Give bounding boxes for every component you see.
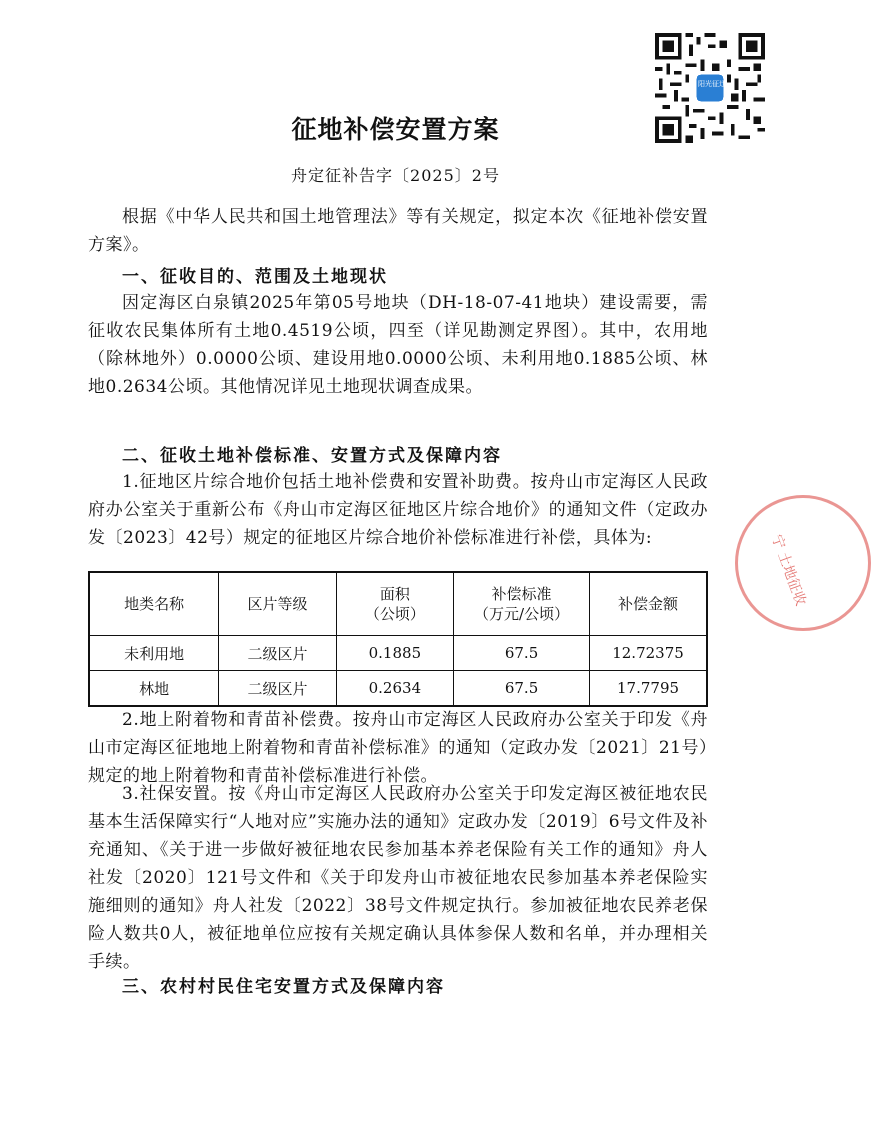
table-cell: 67.5 [454, 636, 590, 671]
header-cell: 补偿金额 [590, 572, 707, 636]
intro-paragraph: 根据《中华人民共和国土地管理法》等有关规定，拟定本次《征地补偿安置方案》。 [88, 207, 708, 255]
table-row [89, 671, 707, 707]
compensation-table [88, 571, 708, 707]
section2-heading: 二、征收土地补偿标准、安置方式及保障内容 [122, 446, 502, 466]
page-title: 征地补偿安置方案 [291, 115, 500, 144]
table-row [89, 636, 707, 671]
table-cell: 林地 [89, 671, 219, 707]
table-cell: 12.72375 [590, 636, 707, 671]
section1-heading: 一、征收目的、范围及土地现状 [122, 267, 388, 287]
section1-body: 因定海区白泉镇2025年第05号地块（DH-18-07-41地块）建设需要，需征收农民集体所有土地0.4519公顷，四至（详见勘测定界图）。其中，农用地（除林地外）0.0000公顷、建设用地0.0000公顷、未利用地0.1885公顷、林地0.2634公顷。其他情况详见土地现状调查成果。 [88, 293, 708, 397]
document-number: 舟定征补告字〔2025〕2号 [291, 166, 500, 185]
table-cell: 二级区片 [219, 671, 336, 707]
table-cell: 0.2634 [336, 671, 453, 707]
section2-item3: 3.社保安置。按《舟山市定海区人民政府办公室关于印发定海区被征地农民基本生活保障实行“人地对应”实施办法的通知》定政办发〔2019〕6号文件及补充通知、《关于进一步做好被征地农民参加基本养老保险有关工作的通知》舟人社发〔2020〕121号文件和《关于印发舟山市被征地农民参加基本养老保险实施细则的通知》舟人社发〔2022〕38号文件规定执行。参加被征地农民养老保险人数共0人，被征地单位应按有关规定确认具体参保人数和名单，并办理相关手续。 [88, 784, 708, 972]
header-cell: 区片等级 [219, 572, 336, 636]
section3-heading: 三、农村村民住宅安置方式及保障内容 [122, 977, 445, 997]
official-seal-stamp [735, 495, 871, 631]
header-cell: 补偿标准 （万元/公顷） [454, 572, 590, 636]
qr-badge-caption: 阳光征迁 [698, 80, 726, 88]
section2-item1: 1.征地区片综合地价包括土地补偿费和安置补助费。按舟山市定海区人民政府办公室关于重新公布《舟山市定海区征地区片综合地价》的通知文件（定政办发〔2023〕42号）规定的征地区片综合地价补偿标准进行补偿，具体为: [88, 472, 708, 548]
table-header-row [89, 572, 707, 636]
table-cell: 0.1885 [336, 636, 453, 671]
table-cell: 未利用地 [89, 636, 219, 671]
table-cell: 二级区片 [219, 636, 336, 671]
header-cell: 面积 （公顷） [336, 572, 453, 636]
table-cell: 67.5 [454, 671, 590, 707]
seal-stamp-text: 宁 土地征收 [768, 532, 809, 609]
section2-item2: 2.地上附着物和青苗补偿费。按舟山市定海区人民政府办公室关于印发《舟山市定海区征地地上附着物和青苗补偿标准》的通知（定政办发〔2021〕21号）规定的地上附着物和青苗补偿标准进行补偿。 [88, 710, 708, 786]
table-cell: 17.7795 [590, 671, 707, 707]
header-cell: 地类名称 [89, 572, 219, 636]
